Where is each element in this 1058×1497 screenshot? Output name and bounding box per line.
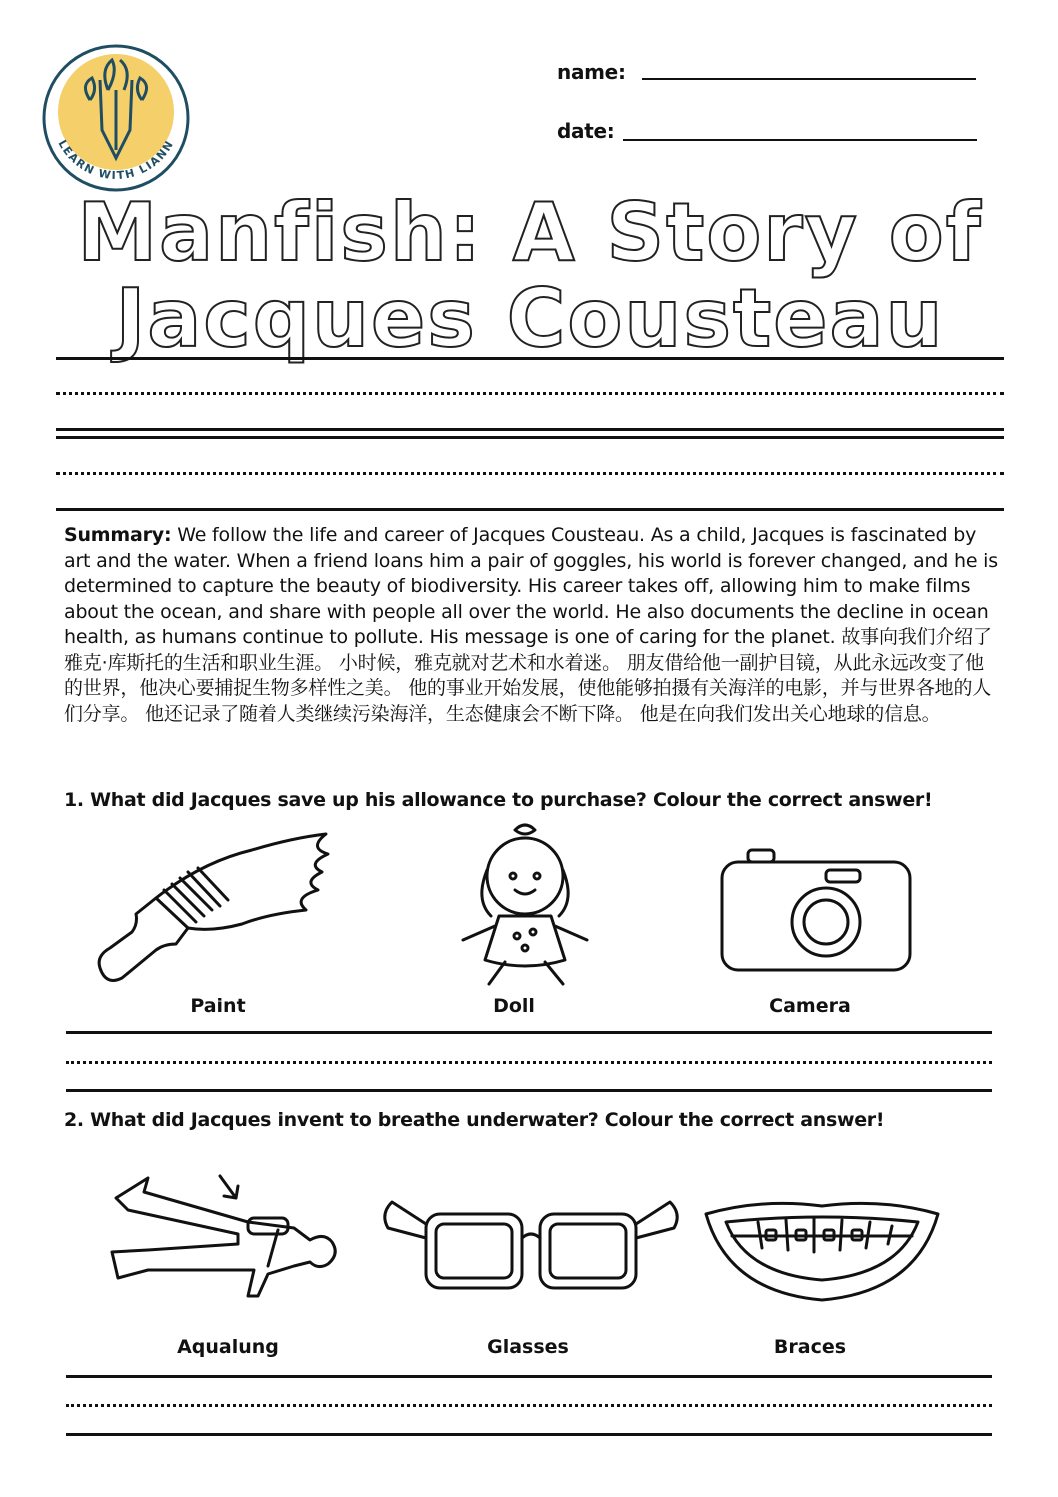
name-field[interactable] [642, 78, 976, 80]
name-label: name: [557, 60, 626, 84]
answer-line[interactable] [66, 1433, 992, 1436]
doll-icon[interactable] [455, 820, 595, 990]
option-label-paint: Paint [190, 995, 246, 1017]
question-2: 2. What did Jacques invent to breathe underwater? Colour the correct answer! [64, 1109, 885, 1131]
date-label: date: [557, 119, 615, 143]
handwriting-line[interactable] [56, 428, 1004, 431]
braces-icon[interactable] [702, 1192, 942, 1304]
option-label-braces: Braces [773, 1336, 847, 1358]
logo-text: LEARN WITH LIANN [55, 137, 177, 183]
answer-guide-line [66, 1061, 992, 1064]
answer-line[interactable] [66, 1375, 992, 1378]
handwriting-line[interactable] [56, 357, 1004, 360]
diver-icon[interactable] [108, 1170, 344, 1312]
camera-icon[interactable] [718, 848, 914, 974]
page-title-line-1: Manfish: A Story of [77, 186, 983, 279]
summary-text: We follow the life and career of Jacques Cousteau. As a child, Jacques is fascinated by art and the water. When a friend loans him a pair of goggles, his world is forever changed, and he is determined to capture the beauty of biodiversity. His career takes off, allowing him to make films about the ocean, and share with people all over the world. He also documents the decline in ocean health, as humans continue to pollute. His message is one of caring for the planet. 故事向我们介绍了雅克·库斯托的生活和职业生涯。 小时候，雅克就对艺术和水着迷。 朋友借给他一副护目镜，从此永远改变了他的世界，他决心要捕捉生物多样性之美。 他的事业开始发展，使他能够拍摄有关海洋的电影，并与世界各地的人们分享。 他还记录了随着人类继续污染海洋，生态健康会不断下降。 他是在向我们发出关心地球的信息。 [64, 524, 998, 725]
question-1: 1. What did Jacques save up his allowance to purchase? Colour the correct answer! [64, 789, 933, 811]
handwriting-guide-line [56, 472, 1004, 475]
handwriting-line[interactable] [56, 436, 1004, 439]
answer-line[interactable] [66, 1031, 992, 1034]
answer-guide-line [66, 1404, 992, 1407]
paint-brush-icon[interactable] [92, 828, 352, 988]
handwriting-line[interactable] [56, 508, 1004, 511]
handwriting-guide-line [56, 392, 1004, 395]
option-label-camera: Camera [769, 995, 851, 1017]
option-label-aqualung: Aqualung [177, 1336, 279, 1358]
page-title-line-2: Jacques Cousteau [115, 272, 945, 365]
learn-with-liann-logo [40, 30, 192, 210]
answer-line[interactable] [66, 1089, 992, 1092]
option-label-doll: Doll [493, 995, 535, 1017]
summary-label: Summary: [64, 524, 172, 546]
option-label-glasses: Glasses [487, 1336, 569, 1358]
summary-paragraph [64, 523, 1000, 727]
glasses-icon[interactable] [378, 1194, 684, 1294]
date-field[interactable] [623, 139, 977, 141]
